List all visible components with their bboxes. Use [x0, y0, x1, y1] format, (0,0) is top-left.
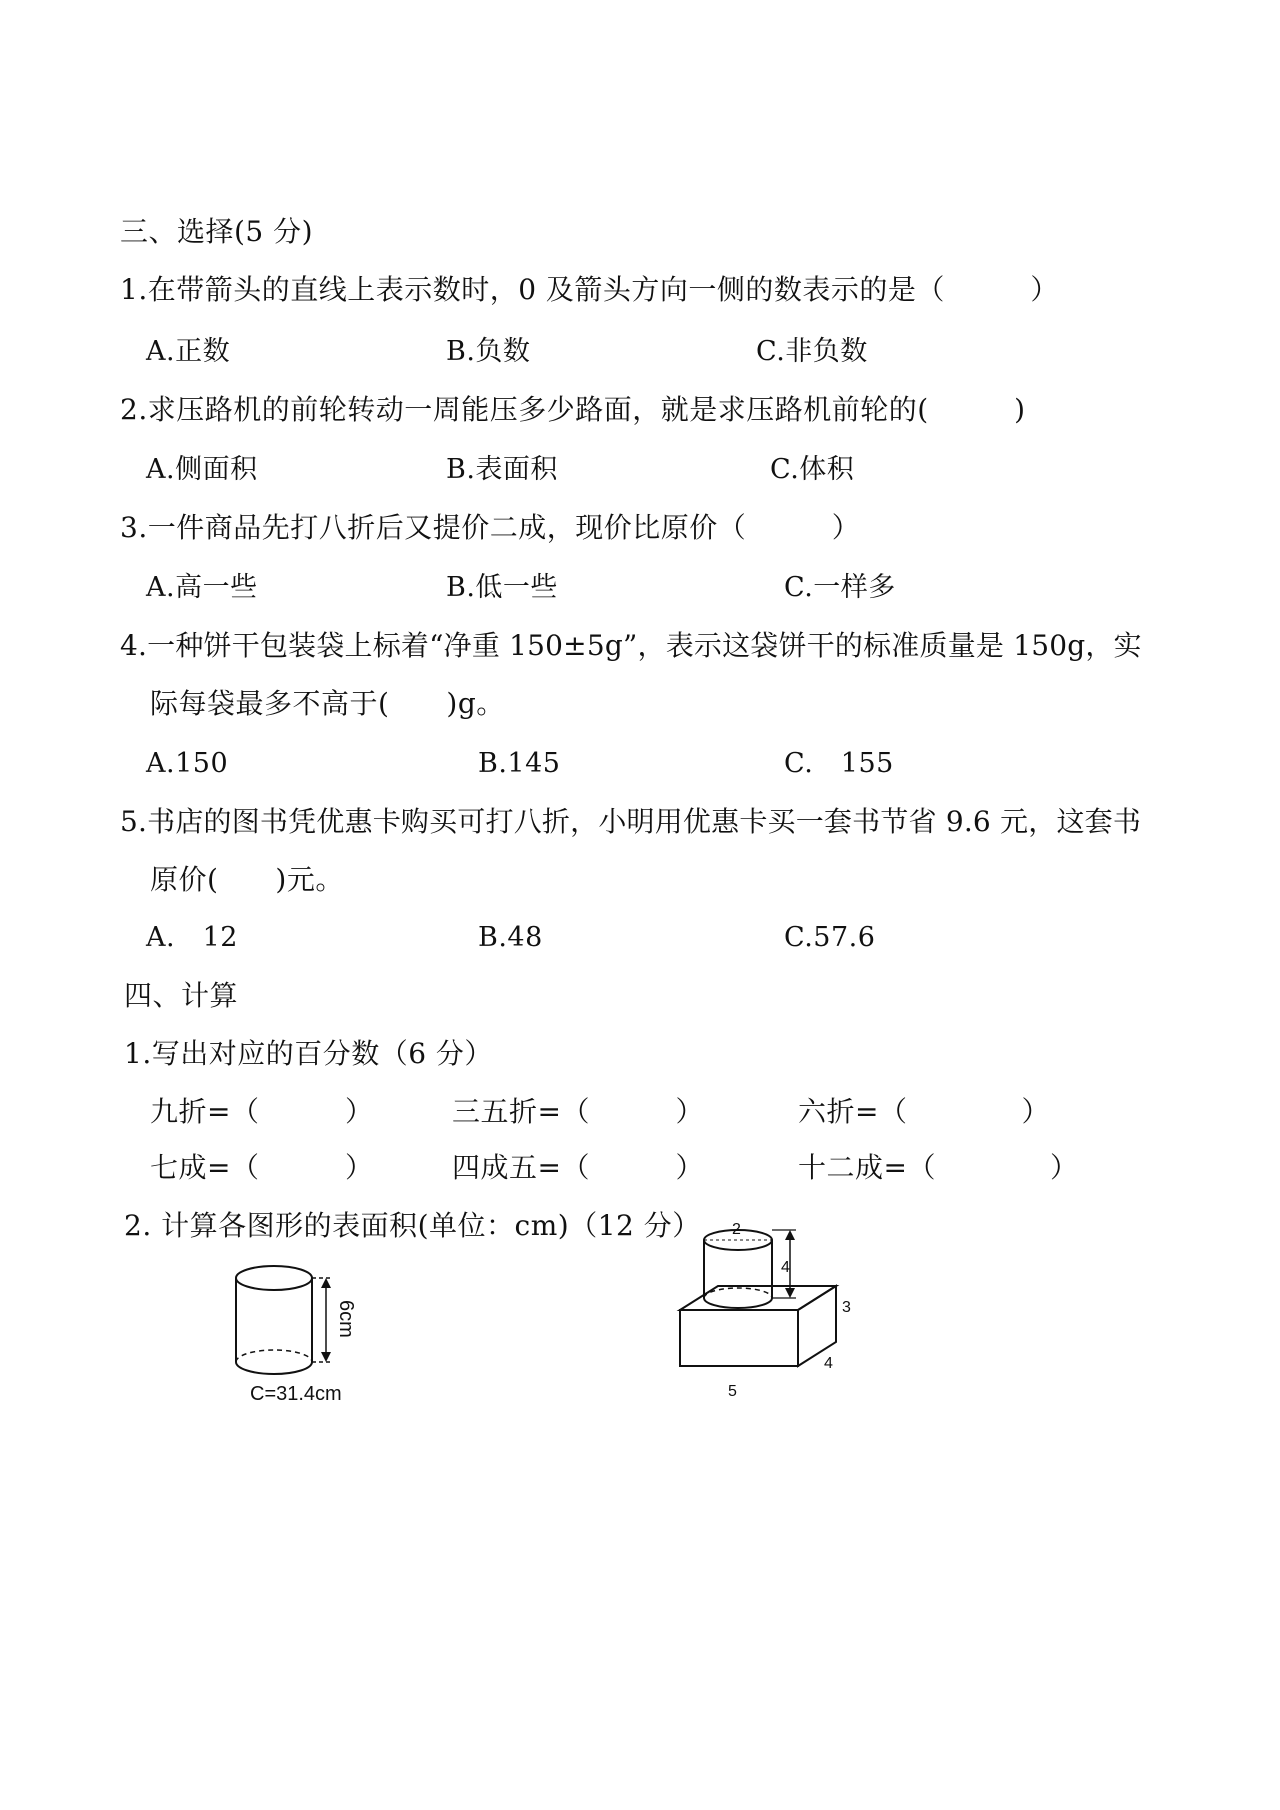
small-cylinder-height-label: 4 [781, 1259, 790, 1276]
cylinder-figure [230, 1250, 390, 1420]
q4-option-b: B.145 [478, 748, 561, 779]
q4-option-c: C. 155 [784, 748, 894, 779]
question-2-text: 2.求压路机的前轮转动一周能压多少路面，就是求压路机前轮的( ) [120, 393, 1026, 426]
question-5-text-cont: 原价( )元。 [150, 863, 344, 896]
q3-option-c: C.一样多 [784, 572, 896, 603]
q5-option-c: C.57.6 [784, 922, 876, 953]
q1-option-a: A.正数 [146, 336, 231, 367]
box-width-label: 5 [728, 1383, 737, 1400]
percent-item-4: 七成=（ ） [150, 1151, 374, 1184]
percent-item-2: 三五折=（ ） [452, 1095, 704, 1128]
q5-option-b: B.48 [478, 922, 543, 953]
question-3-text: 3.一件商品先打八折后又提价二成，现价比原价（ ） [120, 511, 861, 544]
percent-item-5: 四成五=（ ） [452, 1151, 704, 1184]
question-1-text: 1.在带箭头的直线上表示数时，0 及箭头方向一侧的数表示的是（ ） [120, 273, 1059, 306]
question-4-text: 4.一种饼干包装袋上标着“净重 150±5g”，表示这袋饼干的标准质量是 150g，实 [120, 629, 1142, 662]
cylinder-circumference-label: C=31.4cm [250, 1383, 342, 1405]
percent-item-3: 六折=（ ） [798, 1095, 1050, 1128]
q3-option-a: A.高一些 [146, 572, 258, 603]
question-5-text: 5.书店的图书凭优惠卡购买可打八折，小明用优惠卡买一套书节省 9.6 元，这套书 [120, 805, 1142, 838]
percent-item-6: 十二成=（ ） [798, 1151, 1079, 1184]
section-4-heading: 四、计算 [124, 979, 239, 1012]
cylinder-diameter-label: 2 [732, 1221, 741, 1238]
calc-q1-text: 1.写出对应的百分数（6 分） [124, 1037, 493, 1070]
cylinder-height-label: 6cm [335, 1300, 357, 1338]
section-3-heading: 三、选择(5 分) [120, 215, 314, 248]
q2-option-c: C.体积 [770, 454, 855, 485]
calc-q2-text: 2. 计算各图形的表面积(单位：cm)（12 分） [124, 1209, 701, 1242]
q1-option-c: C.非负数 [756, 336, 868, 367]
percent-item-1: 九折=（ ） [150, 1095, 374, 1128]
composite-figure [660, 1218, 900, 1438]
q1-option-b: B.负数 [446, 336, 531, 367]
q2-option-a: A.侧面积 [146, 454, 258, 485]
question-4-text-cont: 际每袋最多不高于( )g。 [150, 687, 505, 720]
q3-option-b: B.低一些 [446, 572, 558, 603]
q4-option-a: A.150 [146, 748, 229, 779]
q5-option-a: A. 12 [146, 922, 238, 953]
q2-option-b: B.表面积 [446, 454, 558, 485]
box-depth-label: 4 [824, 1355, 833, 1372]
box-height-label: 3 [842, 1299, 851, 1316]
